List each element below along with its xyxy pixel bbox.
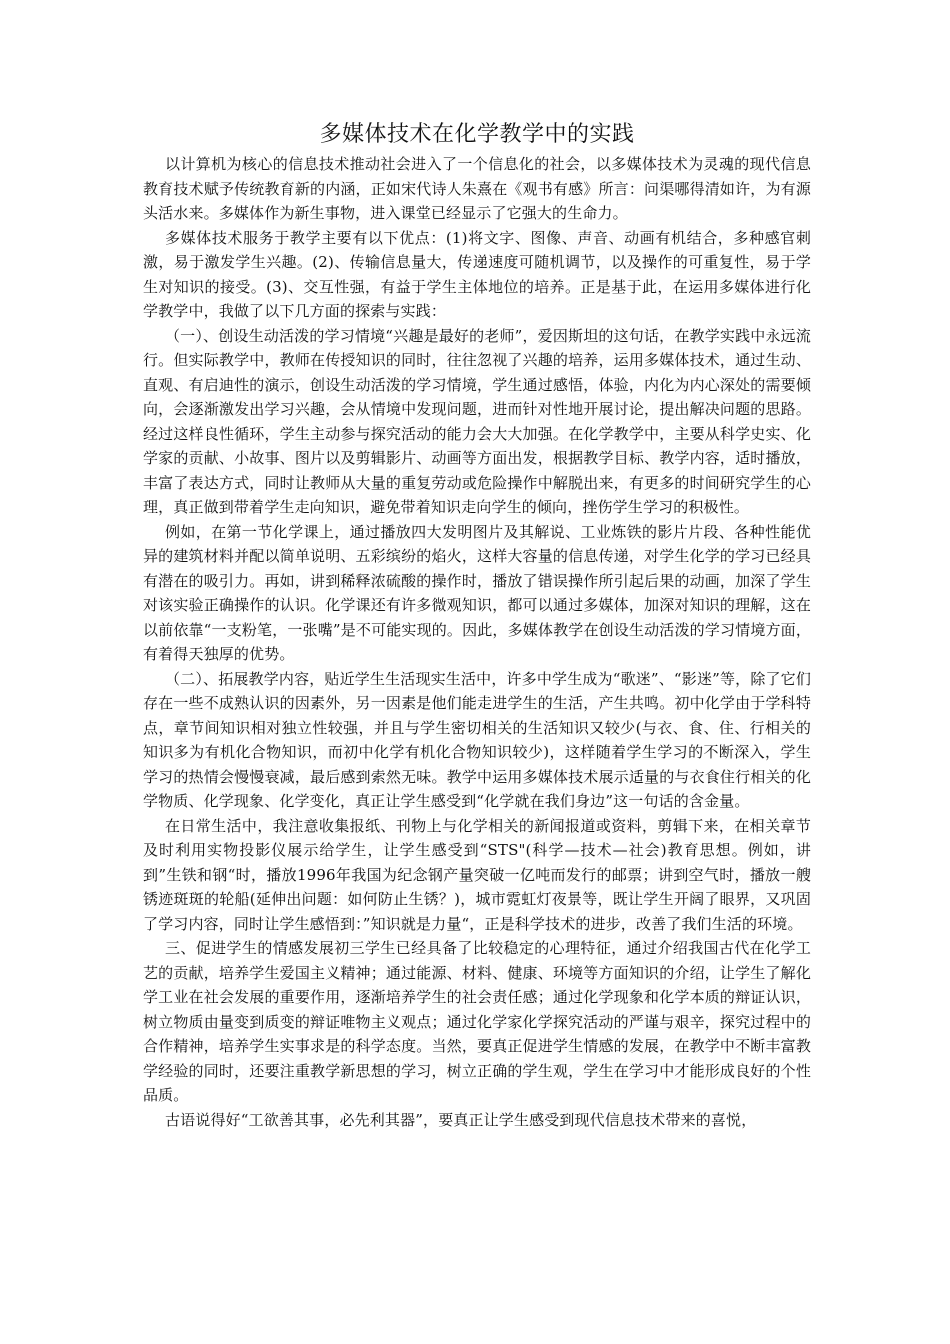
document-body [143, 118, 811, 1132]
paragraph-daily-life: 在日常生活中，我注意收集报纸、刊物上与化学相关的新闻报道或资料，剪辑下来，在相关章节及时利用实物投影仪展示给学生，让学生感受到“STS"(科学—技术—社会)教育思想。例如，讲到”生铁和钢“时，播放1996年我国为纪念钢产量突破一亿吨而发行的邮票；讲到空气时，播放一艘锈迹斑斑的轮船(延伸出问题：如何防止生锈？)，城市霓虹灯夜景等，既让学生开阔了眼界，又巩固了学习内容，同时让学生感悟到：”知识就是力量“，正是科学技术的进步，改善了我们生活的环境。 [143, 816, 811, 933]
paragraph-closing: 古语说得好“工欲善其事，必先利其器”，要真正让学生感受到现代信息技术带来的喜悦， [165, 1110, 757, 1129]
paragraph-advantages: 多媒体技术服务于教学主要有以下优点：(1)将文字、图像、声音、动画有机结合，多种感官刺激，易于激发学生兴趣。(2)、传输信息量大，传递速度可随机调节，以及操作的可重复性，易于学生对知识的接受。(3)、交互性强，有益于学生主体地位的培养。正是基于此，在运用多媒体进行化学教学中，我做了以下几方面的探索与实践： [143, 228, 811, 320]
paragraph-section-two: （二）、拓展教学内容，贴近学生生活现实生活中，许多中学生成为“歌迷”、“影迷”等，除了它们存在一些不成熟认识的因素外，另一因素是他们能走进学生的生活，产生共鸣。初中化学由于学科特点，章节间知识相对独立性较强，并且与学生密切相关的生活知识又较少(与衣、食、住、行相关的知识多为有机化合物知识，而初中化学有机化合物知识较少)，这样随着学生学习的不断深入，学生学习的热情会慢慢衰减，最后感到索然无味。教学中运用多媒体技术展示适量的与衣食住行相关的化学物质、化学现象、化学变化，真正让学生感受到“化学就在我们身边”这一句话的含金量。 [143, 669, 811, 810]
paragraph-section-one: （一）、创设生动活泼的学习情境“兴趣是最好的老师”，爱因斯坦的这句话，在教学实践中永远流行。但实际教学中，教师在传授知识的同时，往往忽视了兴趣的培养，运用多媒体技术，通过生动、直观、有启迪性的演示，创设生动活泼的学习情境，学生通过感悟，体验，内化为内心深处的需要倾向，会逐渐激发出学习兴趣，会从情境中发现问题，进而针对性地开展讨论，提出解决问题的思路。经过这样良性循环，学生主动参与探究活动的能力会大大加强。在化学教学中，主要从科学史实、化学家的贡献、小故事、图片以及剪辑影片、动画等方面出发，根据教学目标、教学内容，适时播放，丰富了表达方式，同时让教师从大量的重复劳动或危险操作中解脱出来，有更多的时间研究学生的心理，真正做到带着学生走向知识，避免带着知识走向学生的倾向，挫伤学生学习的积极性。 [143, 326, 811, 516]
paragraph-section-three: 三、促进学生的情感发展初三学生已经具备了比较稳定的心理特征，通过介绍我国古代在化学工艺的贡献，培养学生爱国主义精神；通过能源、材料、健康、环境等方面知识的介绍，让学生了解化学工业在社会发展的重要作用，逐渐培养学生的社会责任感；通过化学现象和化学本质的辩证认识，树立物质由量变到质变的辩证唯物主义观点；通过化学家化学探究活动的严谨与艰辛，探究过程中的合作精神，培养学生实事求是的科学态度。当然，要真正促进学生情感的发展，在教学中不断丰富教学经验的同时，还要注重教学新思想的学习，树立正确的学生观，学生在学习中才能形成良好的个性品质。 [143, 939, 811, 1104]
document-title: 多媒体技术在化学教学中的实践 [319, 122, 635, 147]
paragraph-example: 例如，在第一节化学课上，通过播放四大发明图片及其解说、工业炼铁的影片片段、各种性能优异的建筑材料并配以简单说明、五彩缤纷的焰火，这样大容量的信息传递，对学生化学的学习已经具有潜在的吸引力。再如，讲到稀释浓硫酸的操作时，播放了错误操作所引起后果的动画，加深了学生对该实验正确操作的认识。化学课还有许多微观知识，都可以通过多媒体，加深对知识的理解，这在以前依靠“一支粉笔，一张嘴”是不可能实现的。因此，多媒体教学在创设生动活泼的学习情境方面，有着得天独厚的优势。 [143, 522, 811, 663]
paragraph-intro: 以计算机为核心的信息技术推动社会进入了一个信息化的社会，以多媒体技术为灵魂的现代信息教育技术赋予传统教育新的内涵，正如宋代诗人朱熹在《观书有感》所言：问渠哪得清如许，为有源头活水来。多媒体作为新生事物，进入课堂已经显示了它强大的生命力。 [143, 155, 811, 222]
